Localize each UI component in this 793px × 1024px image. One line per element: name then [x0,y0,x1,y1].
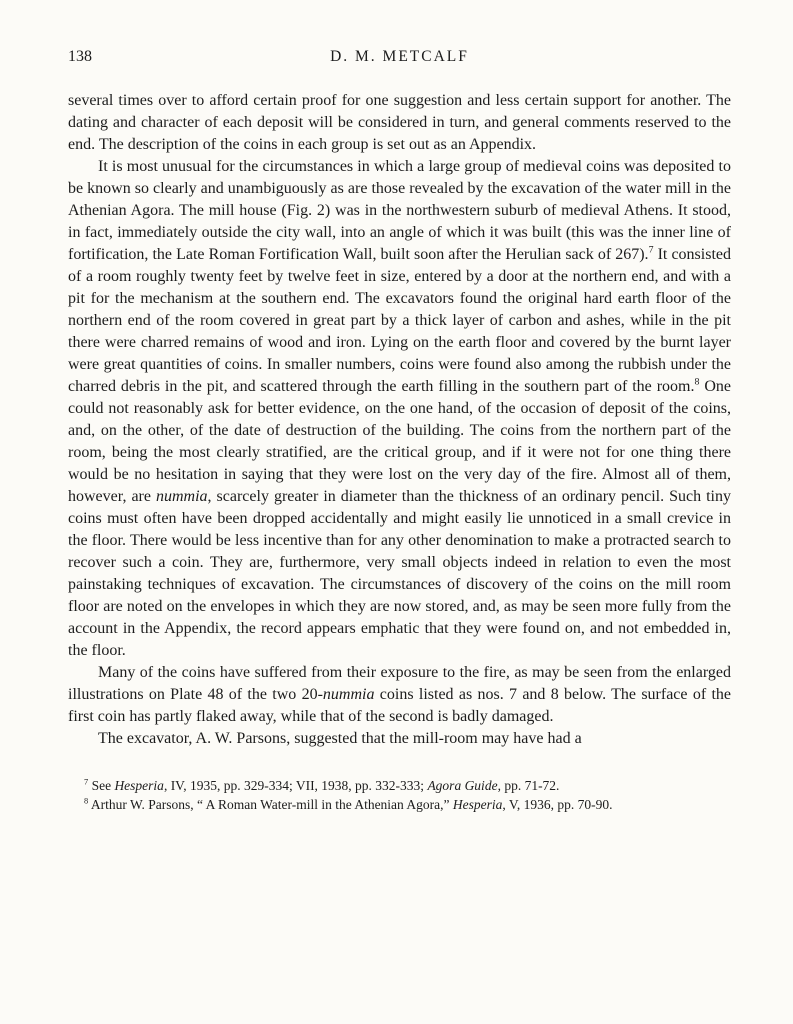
footnote [68,776,731,795]
text-run: , scarcely greater in diameter than the thickness of an ordinary pencil. Such tiny coins must often have been dropped accidentally and might easily lie unnoticed in a small crevice in the floor. There would be less incentive than for any other denomination to make a protracted search to recover such a coin. They are, furthermore, very small objects indeed in relation to even the most painstaking techniques of excavation. The circumstances of discovery of the coins on the mill room floor are noted on the envelopes in which they are now stored, and, as may be seen more fully from the account in the Appendix, the record appears emphatic that they were found on, and not embedded in, the floor. [68,488,732,659]
text-run: coins listed as nos. 7 and 8 below. The surface of the first coin has partly flaked away, while that of the second is badly damaged. [68,686,731,725]
text-run: several times over to afford certain proof for one suggestion and less certain support for another. The dating and character of each deposit will be considered in turn, and general comments reserved to the end. The description of the coins in each group is set out as an Appendix. [68,92,731,153]
page-header [68,48,731,70]
text-run: One could not reasonably ask for better evidence, on the one hand, of the occasion of deposit of the coins, and, on the other, of the date of destruction of the building. The coins from the northern part of the room, being the most clearly stratified, are the critical group, and if it were not for one thing there would be no hesitation in saying that they were lost on the very day of the fire. Almost all of them, however, are [68,378,732,505]
italic-text-run: Hesperia [114,778,164,793]
text-run: Many of the coins have suffered from their exposure to the fire, as may be seen from the enlarged illustrations on Plate 48 of the two 20- [68,664,731,703]
italic-text-run: Agora Guide [427,778,498,793]
text-run: , V, 1936, pp. 70-90. [502,797,613,812]
text-run: It is most unusual for the circumstances in which a large group of medieval coins was deposited to be known so clearly and unambiguously as are those revealed by the excavation of the water mill in the Athenian Agora. The mill house (Fig. 2) was in the northwestern suburb of medieval Athens. It stood, in fact, immediately outside the city wall, into an angle of which it was built (this was the inner line of fortification, the Late Roman Fortification Wall, built soon after the Herulian sack of 267). [68,158,731,263]
paragraph [68,728,731,750]
text-run: See [88,778,115,793]
footnote-marker: 8 [84,796,89,806]
text-run: Arthur W. Parsons, “ A Roman Water-mill in the Athenian Agora,” [88,797,453,812]
running-head: D. M. METCALF [330,48,469,65]
footnote-marker: 8 [694,376,700,388]
text-run: It consisted of a room roughly twenty feet by twelve feet in size, entered by a door at the northern end, and with a pit for the mechanism at the southern end. The excavators found the original hard earth floor of the northern end of the room covered in great part by a thick layer of carbon and ashes, while in the pit there were charred remains of wood and iron. Lying on the earth floor and covered by the burnt layer were great quantities of coins. In smaller numbers, coins were found also among the rubbish under the charred debris in the pit, and scattered through the earth filling in the southern part of the room. [68,246,731,395]
footnote-marker: 7 [84,777,89,787]
text-run: The excavator, A. W. Parsons, suggested that the mill-room may have had a [98,730,582,747]
text-run: , pp. 71-72. [497,778,560,793]
footnotes [68,776,731,814]
footnote-marker: 7 [648,244,654,256]
footnote [68,795,731,814]
text-run: , IV, 1935, pp. 329-334; VII, 1938, pp. 332-333; [163,778,428,793]
italic-text-run: nummia [155,488,208,505]
page-number: 138 [68,48,92,65]
italic-text-run: Hesperia [452,797,503,812]
body-text [68,90,731,750]
paragraph [68,90,731,156]
paragraph [68,156,731,662]
italic-text-run: nummia [322,686,375,703]
paragraph [68,662,731,728]
